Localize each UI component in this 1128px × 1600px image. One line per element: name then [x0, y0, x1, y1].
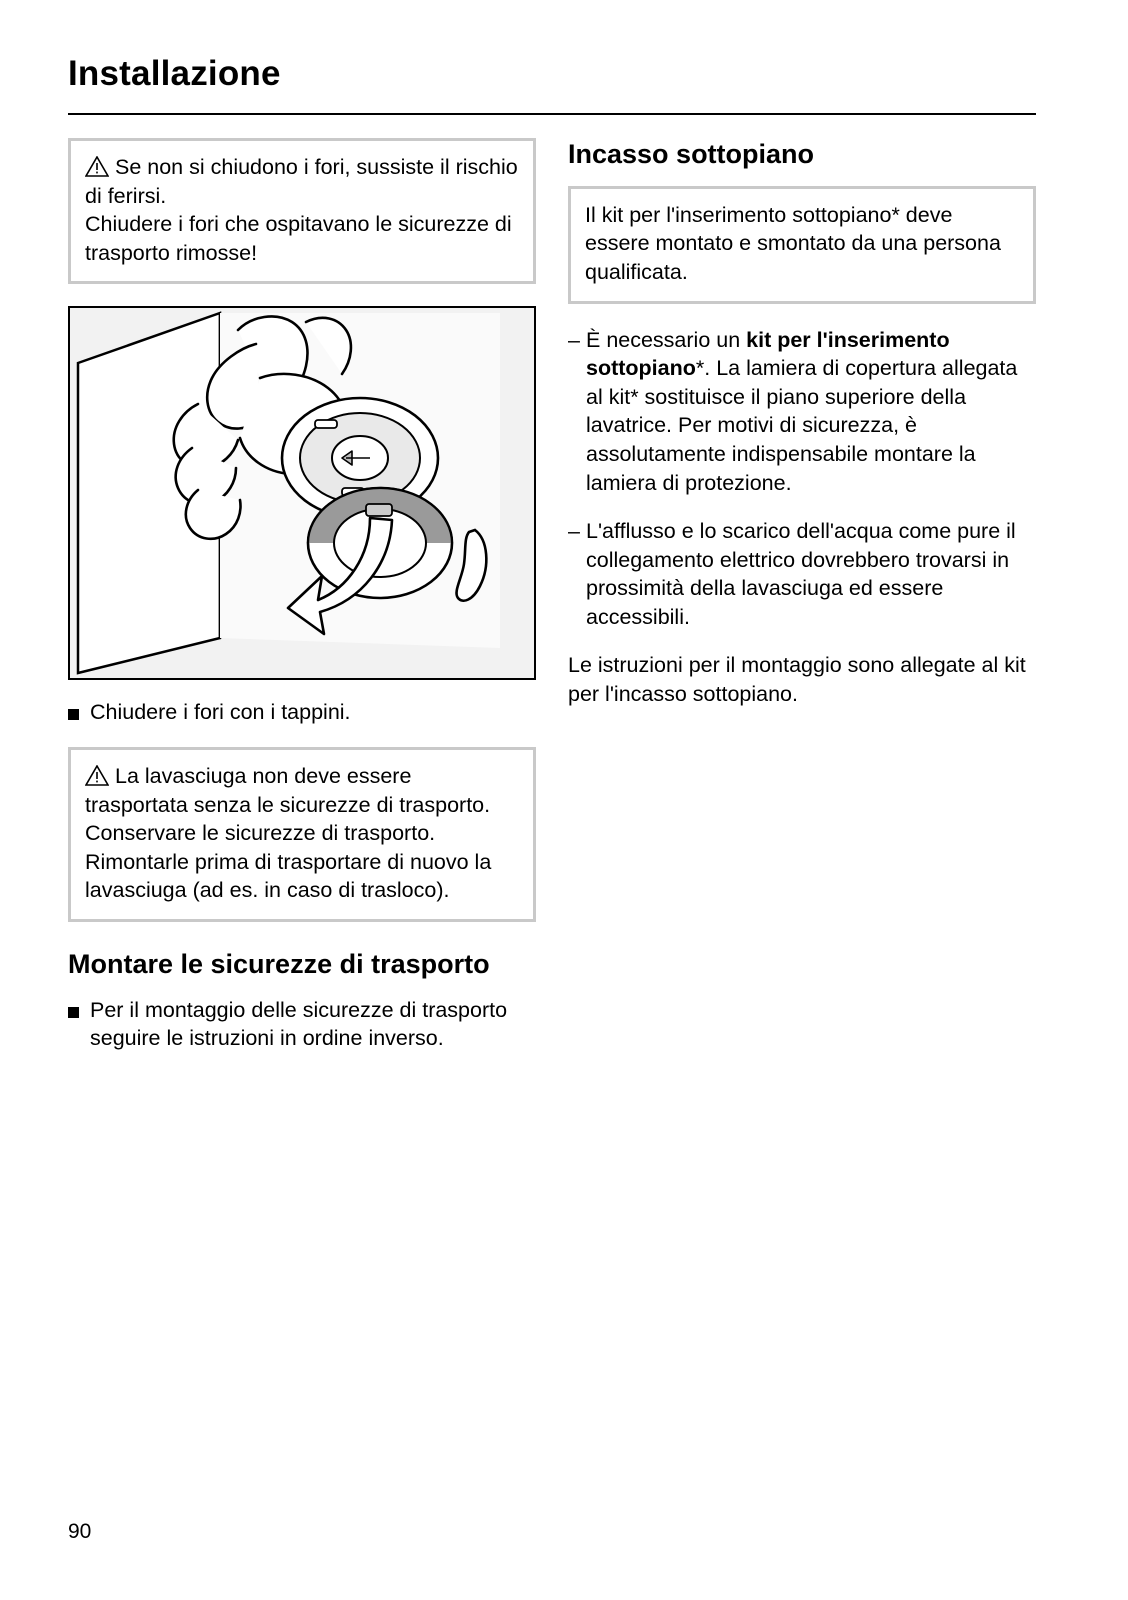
bullet-reverse-order-text: Per il montaggio delle sicurezze di trasporto seguire le istruzioni in ordine inverso.: [90, 997, 508, 1051]
warning-transport-text1: La lavasciuga non deve essere trasportata senza le sicurezze di trasporto.: [85, 763, 491, 817]
figure-illustration: [70, 308, 534, 678]
section-heading-built-under: Incasso sottopiano: [568, 139, 815, 169]
dash-item-connections-text: L'afflusso e lo scarico dell'acqua come pure il collegamento elettrico dovrebbero trovarsi in prossimità della lavasciuga ed essere accessibili.: [586, 519, 1016, 629]
bullet-close-holes: [68, 698, 536, 727]
bullet-close-holes-text: Chiudere i fori con i tappini.: [90, 700, 351, 725]
right-column: [568, 138, 1036, 729]
dash-kit-post: *. La lamiera di copertura allegata al kit* sostituisce il piano superiore della lavatrice. Per motivi di sicurezza, è assolutamente indispensabile montare la lamiera di protezione.: [586, 356, 1018, 495]
dash-kit-pre: È necessario un: [586, 327, 747, 352]
left-column: [68, 138, 536, 1073]
warning-box-holes-line2: Chiudere i fori che ospitavano le sicurezze di trasporto rimosse!: [85, 212, 512, 265]
square-bullet-icon: [68, 709, 79, 720]
warning-holes-text1: Se non si chiudono i fori, sussiste il rischio di ferirsi.: [85, 155, 518, 208]
dash-kit-bold: kit per l'inserimento sottopiano: [586, 327, 950, 381]
page-number: 90: [68, 1520, 92, 1543]
header-divider: [68, 113, 1036, 115]
warning-triangle-icon: [85, 156, 109, 177]
dash-item-kit-text: [586, 326, 1036, 498]
dash-item-kit: [568, 326, 1036, 498]
warning-box-holes: [68, 138, 536, 284]
warning-box-transport: [68, 747, 536, 922]
section-heading-mount-transport-locks: Montare le sicurezze di trasporto: [68, 948, 490, 979]
square-bullet-icon: [68, 1007, 79, 1018]
warning-box-transport-line1: [85, 762, 519, 819]
dash-bullet-icon: –: [568, 519, 580, 544]
info-box-kit-text: Il kit per l'inserimento sottopiano* deve essere montato e smontato da una persona qualificata.: [585, 202, 1001, 284]
closing-paragraph: Le istruzioni per il montaggio sono allegate al kit per l'incasso sottopiano.: [568, 653, 1026, 707]
page-title: Installazione: [68, 54, 281, 93]
warning-box-holes-line1: [85, 153, 519, 210]
installation-figure: [68, 306, 536, 680]
info-box-kit: [568, 186, 1036, 304]
dash-bullet-icon: –: [568, 327, 580, 352]
dash-item-connections: [568, 517, 1036, 631]
warning-triangle-icon: [85, 765, 109, 786]
bullet-reverse-order: [68, 996, 536, 1053]
page-header: [68, 55, 1036, 94]
warning-box-transport-line2: Conservare le sicurezze di trasporto. Rimontarle prima di trasportare di nuovo la lavasciuga (ad es. in caso di trasloco).: [85, 821, 492, 903]
